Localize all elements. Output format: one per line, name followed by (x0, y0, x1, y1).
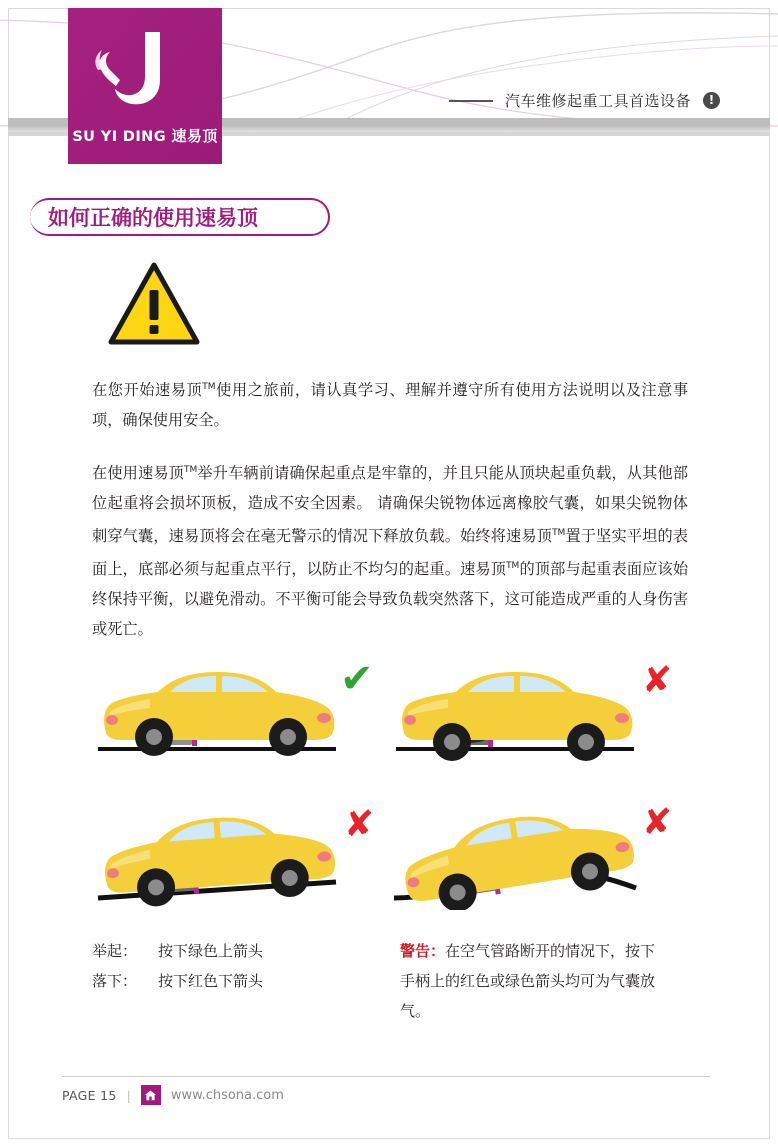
body-text (92, 372, 688, 644)
section-title-pill (30, 198, 330, 236)
note-lower (92, 966, 362, 996)
illustration-car-slope-incorrect (92, 794, 375, 914)
page-number: PAGE 15 (62, 1087, 117, 1103)
body-paragraph-1: 在您开始速易顶™使用之旅前，请认真学习、理解并遵守所有使用方法说明以及注意事项，确保使用安全。 (92, 381, 689, 430)
note-lift-text: 按下绿色上箭头 (158, 942, 264, 960)
illustration-mark-incorrect: ✘ (344, 804, 375, 845)
warning-triangle-icon (108, 262, 200, 352)
footer-divider (62, 1076, 710, 1077)
illustration-grid (92, 648, 688, 920)
home-icon[interactable] (141, 1085, 161, 1105)
brand-name (68, 125, 222, 146)
warning-text: 在空气管路断开的情况下，按下手柄上的红色或绿色箭头均可为气囊放气。 (400, 942, 656, 1020)
illustration-car-flat-incorrect (390, 648, 673, 768)
illustration-car-flat-correct (92, 648, 374, 768)
note-lower-text: 按下红色下箭头 (158, 972, 264, 990)
illustration-mark-incorrect: ✘ (642, 802, 673, 843)
warning-label: 警告： (400, 942, 446, 960)
exclamation-badge-icon: ! (703, 92, 720, 109)
tagline-dash (449, 100, 493, 102)
note-lift (92, 936, 362, 966)
illustration-mark-incorrect: ✘ (642, 660, 673, 701)
footer (62, 1085, 284, 1105)
note-lower-label: 落下： (92, 972, 138, 990)
brand-name-en: SU YI DING (72, 129, 167, 145)
illustration-car-bump-incorrect (390, 794, 673, 914)
tagline-text: 汽车维修起重工具首选设备 (504, 92, 691, 110)
notes-right (400, 936, 660, 1026)
illustration-mark-correct: ✔ (340, 656, 374, 702)
footer-url[interactable]: www.chsona.com (170, 1087, 284, 1103)
header-tagline (449, 90, 720, 111)
body-paragraph-2: 在使用速易顶™举升车辆前请确保起重点是牢靠的，并且只能从顶块起重负载，从其他部位起重将会损坏顶板，造成不安全因素。 请确保尖锐物体远离橡胶气囊，如果尖锐物体刺穿气囊，速易顶将会在毫无警示的情况下释放负载。始终将速易顶™置于坚实平坦的表面上，底部必须与起重点平行，以防止不均匀的起重。速易顶™的顶部与起重表面应该始终保持平衡，以避免滑动。不平衡可能会导致负载突然落下，这可能造成严重的人身伤害或死亡。 (92, 464, 689, 639)
notes-left (92, 936, 362, 996)
brand-logo-block (68, 8, 222, 164)
footer-separator: | (126, 1087, 131, 1103)
page-title: 如何正确的使用速易顶 (48, 206, 258, 230)
brand-name-cn: 速易顶 (171, 127, 218, 145)
logo-j-mark (68, 14, 222, 118)
note-lift-label: 举起： (92, 942, 138, 960)
